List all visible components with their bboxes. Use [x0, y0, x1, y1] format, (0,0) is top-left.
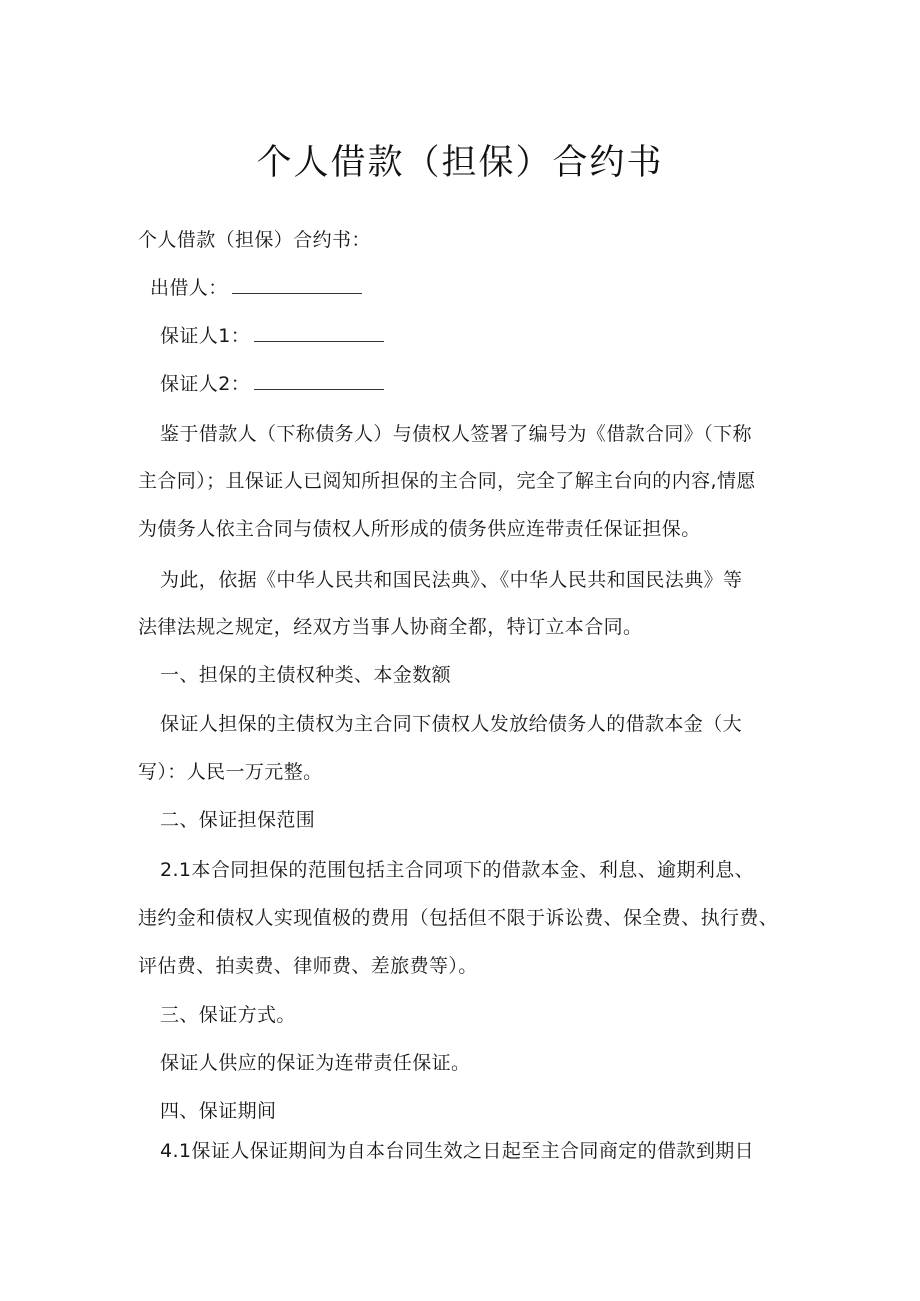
section-1-line-1: 保证人担保的主债权为主合同下债权人发放给债务人的借款本金（大: [160, 713, 743, 735]
section-2-line-1: 2.1本合同担保的范围包括主合同项下的借款本金、利息、逾期利息、: [160, 859, 755, 881]
lender-field: [150, 274, 362, 302]
guarantor1-field: [160, 322, 384, 350]
section-2-line-2: 违约金和债权人实现值极的费用（包括但不限于诉讼费、保全费、执行费、: [138, 907, 779, 929]
paragraph-1-line-3: 为债务人依主合同与债权人所形成的债务供应连带责任保证担保。: [138, 518, 701, 540]
section-1-heading: 一、担保的主债权种类、本金数额: [160, 664, 452, 686]
paragraph-1-line-1: 鉴于借款人（下称债务人）与债权人签署了编号为《借款合同》（下称: [160, 423, 752, 445]
section-2-heading: 二、保证担保范围: [160, 809, 316, 831]
guarantor2-blank: [254, 373, 384, 390]
paragraph-2-line-2: 法律法规之规定，经双方当事人协商全都，特订立本合同。: [138, 616, 643, 638]
section-3-line-1: 保证人供应的保证为连带责任保证。: [160, 1052, 471, 1074]
guarantor2-field: [160, 370, 384, 398]
guarantor1-label: 保证人1：: [160, 325, 251, 347]
section-2-line-3: 评估费、拍卖费、律师费、差旅费等）。: [138, 955, 478, 977]
paragraph-1-line-2: 主合同）；且保证人已阅知所担保的主合同，完全了解主台向的内容,情愿: [138, 470, 756, 492]
lender-label: 出借人：: [150, 277, 228, 299]
document-title: 个人借款（担保）合约书: [256, 143, 664, 183]
section-1-line-2: 写）：人民一万元整。: [138, 761, 323, 783]
section-4-heading: 四、保证期间: [160, 1100, 277, 1122]
paragraph-2-line-1: 为此，依据《中华人民共和国民法典》、《中华人民共和国民法典》等: [160, 569, 743, 591]
section-4-line-1: 4.1保证人保证期间为自本台同生效之日起至主合同商定的借款到期日: [160, 1140, 755, 1162]
lender-blank: [232, 277, 362, 294]
guarantor2-label: 保证人2：: [160, 373, 251, 395]
guarantor1-blank: [254, 325, 384, 342]
section-3-heading: 三、保证方式。: [160, 1004, 296, 1026]
intro-line: 个人借款（担保）合约书：: [138, 229, 371, 251]
